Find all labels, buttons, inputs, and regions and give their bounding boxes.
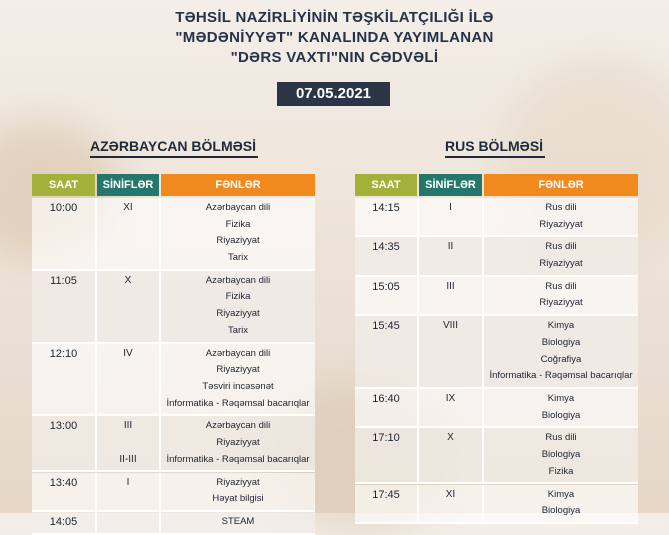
ru-time-cell: 14:35 [372,241,400,254]
az-subject-cell: Azərbaycan dili [205,274,271,286]
az-subject-cell: Riyaziyyat [216,235,260,247]
ru-subject-cell: Kimya [547,488,575,500]
ru-section-underline [445,156,545,158]
ru-schedule-row [355,277,638,316]
ru-grade-cell: II [447,241,454,253]
az-schedule-row [32,271,315,344]
az-subject-cell: Riyaziyyat [216,308,260,320]
ru-grade-cell: IX [445,393,456,404]
az-grade-cell: I [126,476,130,488]
ru-subject-cell: Kimya [547,320,575,332]
ru-grade-cell: I [449,202,452,213]
ru-grade-cell: XI [445,488,456,500]
az-time-cell: 10:00 [49,202,78,214]
ru-subject-cell: Coğrafiya [540,353,582,365]
ru-subject-cell: İnformatika - Rəqəmsal bacarıqlar [489,370,633,382]
ru-subject-cell: Biologiya [541,336,581,348]
ru-subject-cell: Rus dili [545,280,577,292]
ru-subject-cell: Rus dili [545,241,577,253]
ru-subject-cell: Riyaziyyat [539,258,583,270]
ru-subject-cell: Biologiya [541,505,581,517]
az-section-title: AZƏRBAYCAN BÖLMƏSİ [90,138,257,154]
az-schedule-row [32,344,315,417]
ru-subject-cell: Biologiya [541,449,581,461]
az-schedule-row [32,416,315,472]
ru-subject-cell: Biologiya [541,409,581,421]
title-line: "MƏDƏNİYYƏT" KANALINDA YAYIMLANAN [175,29,494,46]
title-line: TƏHSİL NAZİRLİYİNİN TƏŞKİLATÇILIĞI İLƏ [175,9,494,26]
ru-schedule-row [355,389,638,428]
ru-header-grade: SİNİFLƏR [419,174,482,196]
ru-subject-cell: Rus dili [545,432,577,444]
az-schedule-row [32,512,315,535]
az-grade-cell: X [124,274,132,286]
az-subject-cell: STEAM [221,515,255,527]
az-subject-cell: İnformatika - Rəqəmsal bacarıqlar [166,397,310,409]
ru-time-cell: 15:45 [372,320,400,333]
ru-subject-cell: Riyaziyyat [539,218,583,230]
az-subject-cell: Riyaziyyat [216,364,260,376]
az-subject-cell: Fizika [225,291,251,303]
ru-grade-cell: III [446,280,455,292]
az-time-cell: 14:05 [49,515,78,528]
az-grade-cell: XI [123,202,133,213]
az-time-cell: 11:05 [50,274,77,287]
az-subject-cell: Riyaziyyat [216,476,260,488]
ru-grade-cell: X [447,432,454,444]
az-subject-cell: Fizika [225,218,251,230]
az-header-grade: SİNİFLƏR [97,174,159,196]
ru-time-cell: 17:45 [372,488,400,501]
ru-grade-cell: VIII [442,320,458,332]
az-subject-cell: Təsviri incəsənət [202,380,274,392]
title-line: "DƏRS VAXTI"NIN CƏDVƏLİ [230,49,439,66]
az-subject-cell: İnformatika - Rəqəmsal bacarıqlar [166,453,310,465]
ru-subject-cell: Fizika [548,465,574,477]
ru-section-title: RUS BÖLMƏSİ [445,138,544,154]
ru-schedule-row [355,485,638,524]
az-header-subjects: FƏNLƏR [161,174,315,196]
page-title [0,8,669,68]
az-subject-cell: Həyat bilgisi [212,493,264,505]
ru-schedule-row [355,198,638,237]
az-subject-cell: Tarix [227,252,249,264]
az-grade-cell: III [123,420,133,432]
ru-time-cell: 14:15 [372,202,400,214]
ru-time-cell: 15:05 [372,280,400,293]
ru-header-time: SAAT [355,174,417,196]
az-time-cell: 13:00 [49,420,78,433]
az-header-time: SAAT [32,174,95,196]
az-schedule-row [32,473,315,512]
az-subject-cell: Azərbaycan dili [205,202,271,213]
az-subject-cell: Azərbaycan dili [205,420,271,432]
ru-schedule-row [355,237,638,276]
az-grade-cell: IV [123,347,133,359]
ru-time-cell: 17:10 [372,432,400,445]
ru-time-cell: 16:40 [372,393,400,405]
az-subject-cell: Azərbaycan dili [205,347,271,359]
az-time-cell: 12:10 [49,347,78,360]
ru-subject-cell: Rus dili [545,202,577,213]
ru-schedule-row [355,428,638,484]
az-section-underline [90,156,258,158]
az-grade-cell: II-III [119,453,137,465]
ru-header-subjects: FƏNLƏR [484,174,638,196]
az-subject-cell: Riyaziyyat [216,437,260,449]
ru-subject-cell: Kimya [547,393,575,404]
ru-subject-cell: Riyaziyyat [539,297,583,309]
az-schedule-row [32,198,315,271]
az-time-cell: 13:40 [49,476,78,489]
date-badge: 07.05.2021 [277,82,390,106]
ru-schedule-row [355,316,638,389]
az-subject-cell: Tarix [227,324,249,336]
column-divider [95,512,97,533]
